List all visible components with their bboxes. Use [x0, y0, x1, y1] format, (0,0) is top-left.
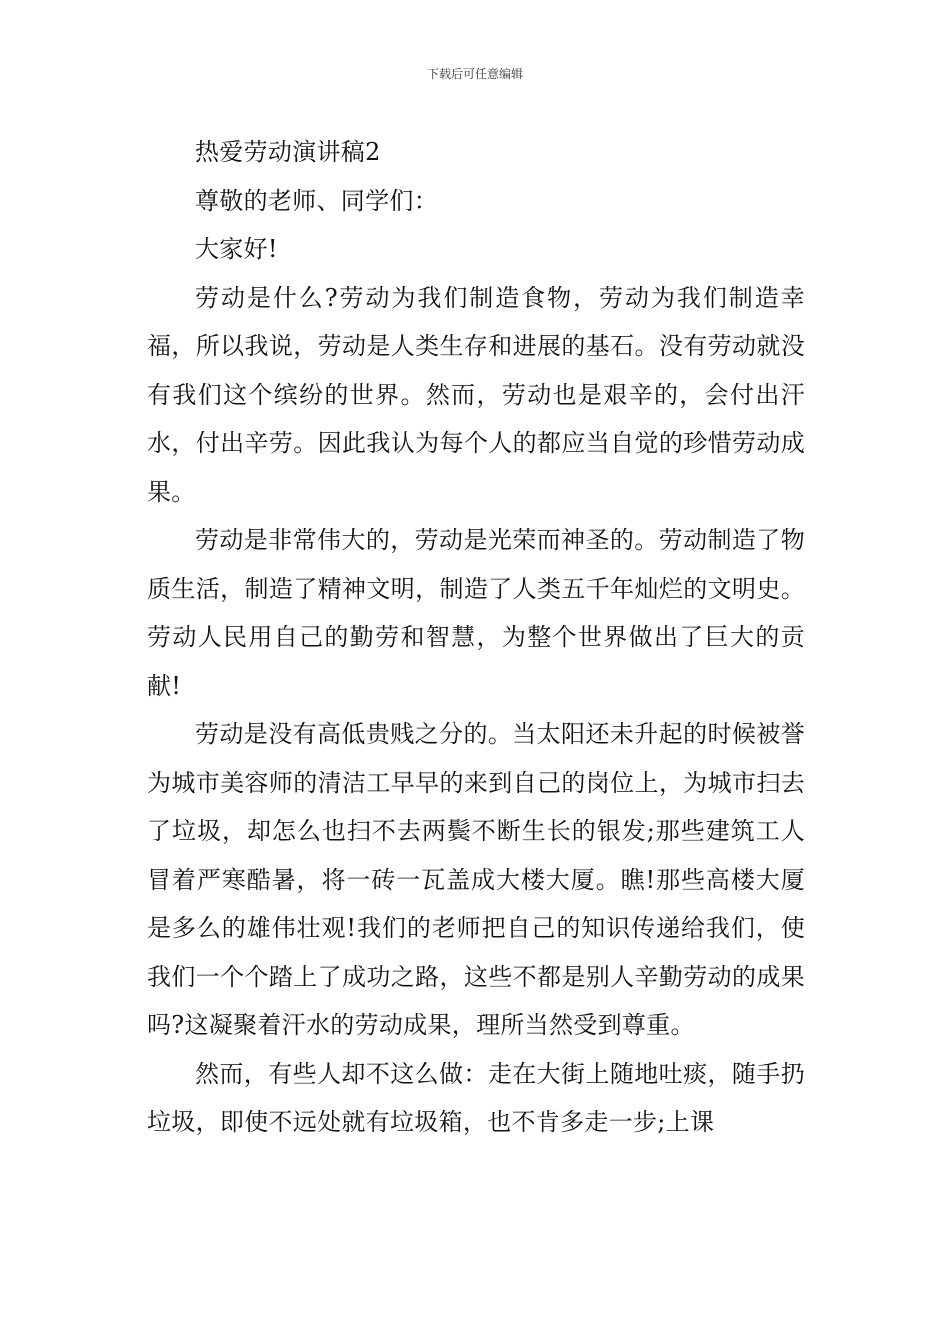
paragraph-1: 劳动是什么?劳动为我们制造食物，劳动为我们制造幸福，所以我说，劳动是人类生存和进展的基石。没有劳动就没有我们这个缤纷的世界。然而，劳动也是艰辛的，会付出汗水，付出辛劳。因此我认为每个人的都应当自觉的珍惜劳动成果。 [147, 283, 805, 506]
page-header-note: 下载后可任意编辑 [426, 67, 523, 81]
paragraph-2: 劳动是非常伟大的，劳动是光荣而神圣的。劳动制造了物质生活，制造了精神文明，制造了人类五千年灿烂的文明史。劳动人民用自己的勤劳和智慧，为整个世界做出了巨大的贡献! [147, 526, 805, 700]
paragraph-3: 劳动是没有高低贵贱之分的。当太阳还未升起的时候被誉为城市美容师的清洁工早早的来到自己的岗位上，为城市扫去了垃圾，却怎么也扫不去两鬓不断生长的银发;那些建筑工人冒着严寒酷暑，将一砖一瓦盖成大楼大厦。瞧!那些高楼大厦是多么的雄伟壮观!我们的老师把自己的知识传递给我们，使我们一个个踏上了成功之路，这些不都是别人辛勤劳动的成果吗?这凝聚着汗水的劳动成果，理所当然受到尊重。 [147, 720, 805, 1039]
document-body [147, 128, 805, 1147]
document-title: 热爱劳动演讲稿2 [195, 138, 381, 166]
greeting: 大家好! [195, 235, 278, 263]
paragraph-4: 然而，有些人却不这么做：走在大街上随地吐痰，随手扔垃圾，即使不远处就有垃圾箱，也不肯多走一步;上课 [147, 1059, 805, 1136]
salutation: 尊敬的老师、同学们： [195, 186, 438, 215]
